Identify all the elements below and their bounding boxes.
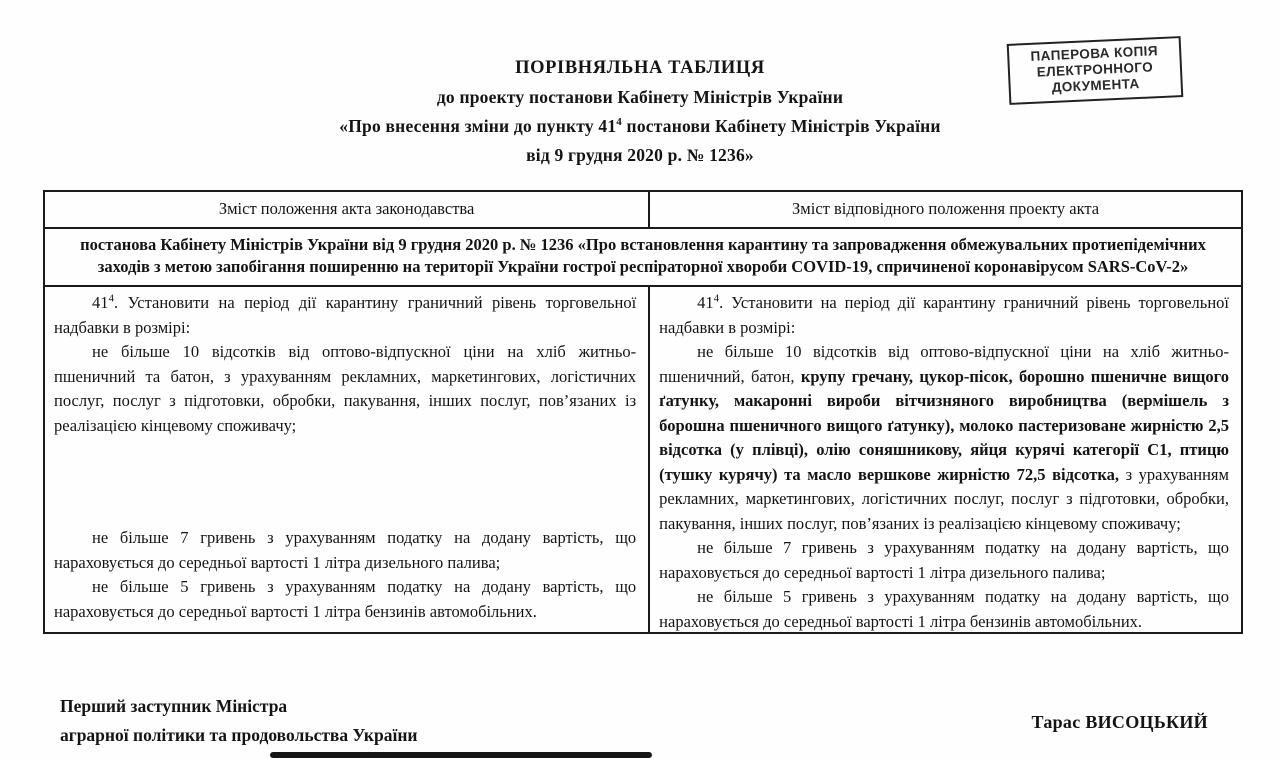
- table-header-right: Зміст відповідного положення проекту акта: [792, 199, 1100, 218]
- left-paragraph-4: не більше 5 гривень з урахуванням податку на додану вартість, що нараховується до середньої вартості 1 літра бензинів автомобільних.: [54, 577, 637, 621]
- left-paragraph-1: $41^4$. Установити на період дії карантину граничний рівень торговельної надбавки в розмірі:: [54, 292, 637, 337]
- document-title-block: [120, 54, 1160, 170]
- title-superscript: 4: [616, 116, 622, 129]
- left-paragraph-3: не більше 7 гривень з урахуванням податку на додану вартість, що нараховується до середньої вартості 1 літра дизельного палива;: [54, 528, 637, 572]
- table-spanning-row: постанова Кабінету Міністрів України від 9 грудня 2020 р. № 1236 «Про встановлення карантину та запровадження обмежувальних протиепідемічних заходів з метою запобігання поширенню на території України гострої респіраторної хвороби COVID-19, спричиненої коронавірусом SARS-CoV-2»: [45, 229, 1241, 287]
- stamp-line-3: ДОКУМЕНТА: [1051, 75, 1140, 95]
- signatory-position: [60, 692, 418, 750]
- stamp-line-2: ЕЛЕКТРОННОГО: [1036, 59, 1154, 80]
- table-header-left: Зміст положення акта законодавства: [45, 192, 650, 227]
- right-paragraph-1: $41^4$. Установити на період дії карантину граничний рівень торговельної надбавки в розмірі:: [659, 292, 1229, 337]
- right-paragraph-2: не більше 10 відсотків від оптово-відпускної ціни на хліб житньо-пшеничний, батон, крупу гречану, цукор-пісок, борошно пшеничне вищого ґатунку, макаронні вироби вітчизняного виробництва (вермішель з борошна пшеничного вищого ґатунку), молоко пастеризоване жирністю 2,5 відсотка (у плівці), олію соняшникову, яйця курячі категорії С1, птицю (тушку курячу) та масло вершкове жирністю 72,5 відсотка, з урахуванням рекламних, маркетингових, логістичних послуг, послуг з підготовки, обробки, пакування, інших послуг, пов’язаних із реалізацією кінцевому споживачу;: [659, 342, 1229, 533]
- right-paragraph-2-bold-amendment: крупу гречану, цукор-пісок, борошно пшеничне вищого ґатунку, макаронні вироби вітчизняного виробництва (вермішель з борошна пшеничного вищого ґатунку), молоко пастеризоване жирністю 2,5 відсотка (у плівці), олію соняшникову, яйця курячі категорії С1, птицю (тушку курячу) та масло вершкове жирністю 72,5 відсотка,: [659, 366, 1229, 484]
- scan-artifact-bar: [270, 752, 652, 758]
- table-header-row: [45, 192, 1241, 229]
- comparison-table: [43, 190, 1243, 634]
- title-line-4: від 9 грудня 2020 р. № 1236»: [526, 145, 754, 165]
- left-paragraph-2: не більше 10 відсотків від оптово-відпускної ціни на хліб житньо-пшеничний та батон, з урахуванням рекламних, маркетингових, логістичних послуг, послуг з підготовки, обробки, пакування, інших послуг, пов’язаних із реалізацією кінцевому споживачу;: [54, 342, 637, 435]
- title-line-3: «Про внесення зміни до пункту $41^4$ постанови Кабінету Міністрів України: [339, 116, 941, 136]
- left-paragraph-superscript: 4: [108, 292, 114, 305]
- paper-copy-stamp: [1007, 36, 1184, 105]
- signatory-position-line-2: аграрної політики та продовольства України: [60, 725, 418, 745]
- right-paragraph-superscript: 4: [713, 292, 720, 305]
- title-line-1: ПОРІВНЯЛЬНА ТАБЛИЦЯ: [515, 58, 765, 78]
- signatory-name: Тарас ВИСОЦЬКИЙ: [1031, 712, 1208, 732]
- right-paragraph-4: не більше 5 гривень з урахуванням податку на додану вартість, що нараховується до середньої вартості 1 літра бензинів автомобільних.: [659, 587, 1229, 631]
- signatory-position-line-1: Перший заступник Міністра: [60, 696, 288, 716]
- cell-draft-act: [650, 287, 1241, 632]
- cell-current-law: [45, 287, 650, 632]
- right-paragraph-3: не більше 7 гривень з урахуванням податку на додану вартість, що нараховується до середньої вартості 1 літра дизельного палива;: [659, 538, 1229, 582]
- stamp-line-1: ПАПЕРОВА КОПІЯ: [1030, 43, 1159, 64]
- table-body-row: [45, 287, 1241, 632]
- title-line-2: до проекту постанови Кабінету Міністрів України: [436, 87, 844, 107]
